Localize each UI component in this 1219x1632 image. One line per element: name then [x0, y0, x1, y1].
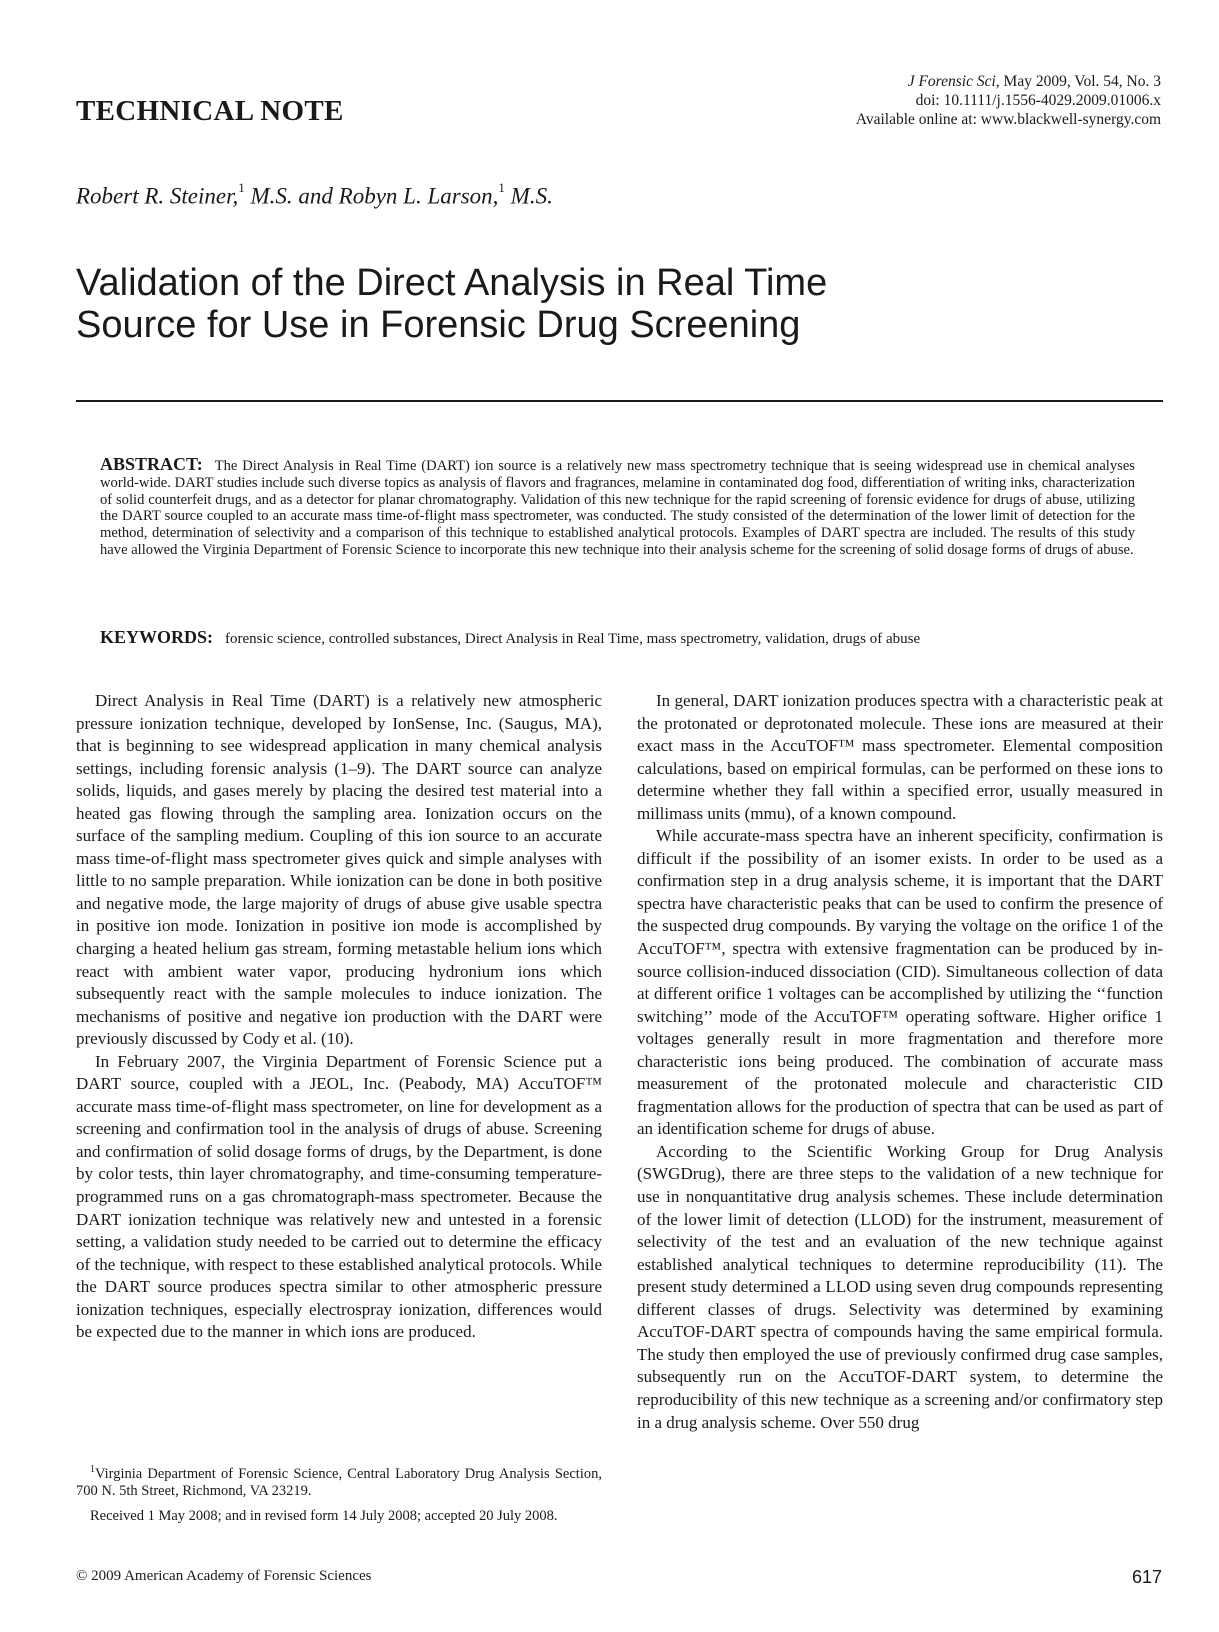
title-divider — [76, 400, 1163, 402]
footnotes — [76, 1461, 602, 1532]
author-2-degree: M.S. — [504, 183, 553, 209]
body-paragraph: In general, DART ionization produces spectra with a characteristic peak at the protonated or deprotonated molecule. These ions are measured at their exact mass in the AccuTOF™ mass spectrometer. Elemental composition calculations, based on empirical formulas, can be performed on these ions to determine whether they fall within a specified error, usually measured in millimass units (mmu), of a known compound. — [637, 691, 1163, 823]
copyright: © 2009 American Academy of Forensic Sciences — [76, 1568, 372, 1584]
journal-name: J Forensic Sci, — [907, 73, 1000, 90]
affiliation-footnote — [76, 1461, 602, 1501]
journal-citation — [856, 72, 1161, 91]
section-label: TECHNICAL NOTE — [76, 95, 344, 127]
body-paragraph: Direct Analysis in Real Time (DART) is a relatively new atmospheric pressure ionization technique, developed by IonSense, Inc. (Saugus, MA), that is beginning to see widespread application in many chemical analysis settings, including forensic analysis (1–9). The DART source can analyze solids, liquids, and gases merely by placing the desired test material into a heated gas flowing through the sampling area. Ionization occurs on the surface of the sampling medium. Coupling of this ion source to an accurate mass time-of-flight mass spectrometer gives quick and simple analyses with little to no sample preparation. While ionization can be done in both positive and negative mode, the large majority of drugs of abuse give usable spectra in positive ion mode. Ionization in positive ion mode is accomplished by charging a heated helium gas stream, forming metastable helium ions which react with ambient water vapor, producing hydronium ions which subsequently react with the sample molecules to induce ionization. The mechanisms of positive and negative ion production with the DART were previously discussed by Cody et al. (10). — [76, 691, 602, 1049]
keywords — [100, 627, 1140, 648]
author-line — [76, 180, 553, 210]
abstract-label: ABSTRACT: — [100, 454, 203, 474]
body-paragraph: According to the Scientific Working Group for Drug Analysis (SWGDrug), there are three steps to the validation of a new technique for use in nonquantitative drug analysis schemes. These include determination of the lower limit of detection (LLOD) for the instrument, measurement of selectivity of the test and an evaluation of the new technique against established analytical techniques to determine reproducibility (11). The present study determined a LLOD using seven drug compounds representing different classes of drugs. Selectivity was determined by examining AccuTOF-DART spectra of compounds having the same empirical formula. The study then employed the use of previously confirmed drug case samples, subsequently run on the AccuTOF-DART system, to determine the reproducibility of this new technique as a screening and/or confirmatory step in a drug analysis scheme. Over 550 drug — [637, 1141, 1163, 1432]
author-2-affiliation-marker: 1 — [498, 180, 505, 195]
journal-info — [856, 72, 1161, 129]
title-line-1: Validation of the Direct Analysis in Real Time — [76, 262, 828, 304]
abstract — [100, 456, 1135, 559]
body-paragraph: While accurate-mass spectra have an inherent specificity, confirmation is difficult if the possibility of an isomer exists. In order to be used as a confirmation step in a drug analysis scheme, it is important that the DART spectra have characteristic peaks that can be used to confirm the presence of the suspected drug compounds. By varying the voltage on the orifice 1 of the AccuTOF™, spectra with extensive fragmentation can be produced by in-source collision-induced dissociation (CID). Simultaneous collection of data at different orifice 1 voltages can be accomplished by utilizing the ‘‘function switching’’ mode of the AccuTOF™ operating software. Higher orifice 1 voltages generally result in more fragmentation and therefore more characteristic ions being produced. The combination of accurate mass measurement of the protonated molecule and characteristic CID fragmentation allows for the production of spectra that can be used as part of an identification scheme for drugs of abuse. — [637, 826, 1163, 1139]
abstract-text: The Direct Analysis in Real Time (DART) ion source is a relatively new mass spectrometry technique that is seeing widespread use in chemical analyses world-wide. DART studies include such diverse topics as analysis of flavors and fragrances, melamine in contaminated dog food, differentiation of writing inks, characterization of solid counterfeit drugs, and as a detector for planar chromatography. Validation of this new technique for the rapid screening of forensic evidence for drugs of abuse, utilizing the DART source coupled to an accurate mass time-of-flight mass spectrometer, was conducted. The study consisted of the determination of the lower limit of detection for the method, determination of selectivity and a comparison of this technique to established analytical protocols. Examples of DART spectra are included. The results of this study have allowed the Virginia Department of Forensic Science to incorporate this new technique into their analysis scheme for the screening of solid dosage forms of drugs of abuse. — [100, 458, 1135, 558]
body-paragraph: In February 2007, the Virginia Department of Forensic Science put a DART source, coupled with a JEOL, Inc. (Peabody, MA) AccuTOF™ accurate mass time-of-flight mass spectrometer, on line for development as a screening and confirmation tool in the analysis of drugs of abuse. Screening and confirmation of solid dosage forms of drugs, by the Department, is done by color tests, thin layer chromatography, and time-consuming temperature-programmed runs on a gas chromatograph-mass spectrometer. Because the DART ionization technique was relatively new and untested in a forensic setting, a validation study needed to be carried out to determine the efficacy of the technique, with respect to these established analytical protocols. While the DART source produces spectra similar to other atmospheric pressure ionization techniques, especially electrospray ionization, differences would be expected due to the manner in which ions are produced. — [76, 1051, 602, 1342]
keywords-label: KEYWORDS: — [100, 627, 214, 647]
body-column-right — [637, 690, 1163, 1434]
author-2-name: M.S. and Robyn L. Larson, — [244, 183, 499, 209]
paper-title — [76, 262, 976, 346]
footnote-marker: 1 — [90, 1464, 95, 1475]
page-number: 617 — [1131, 1567, 1162, 1587]
body-column-left — [76, 690, 602, 1344]
author-1-affiliation-marker: 1 — [238, 180, 245, 195]
title-line-2: Source for Use in Forensic Drug Screening — [76, 304, 801, 346]
keywords-text: forensic science, controlled substances, Direct Analysis in Real Time, mass spectrometry, validation, drugs of abuse — [225, 631, 921, 647]
doi: doi: 10.1111/j.1556-4029.2009.01006.x — [915, 92, 1161, 109]
author-1-name: Robert R. Steiner, — [76, 183, 239, 209]
received-dates: Received 1 May 2008; and in revised form 14 July 2008; accepted 20 July 2008. — [90, 1507, 558, 1524]
affiliation-text: Virginia Department of Forensic Science, Central Laboratory Drug Analysis Section, 700 N. 5th Street, Richmond, VA 23219. — [76, 1465, 602, 1500]
availability: Available online at: www.blackwell-synergy.com — [855, 111, 1161, 128]
journal-issue: May 2009, Vol. 54, No. 3 — [999, 73, 1161, 90]
